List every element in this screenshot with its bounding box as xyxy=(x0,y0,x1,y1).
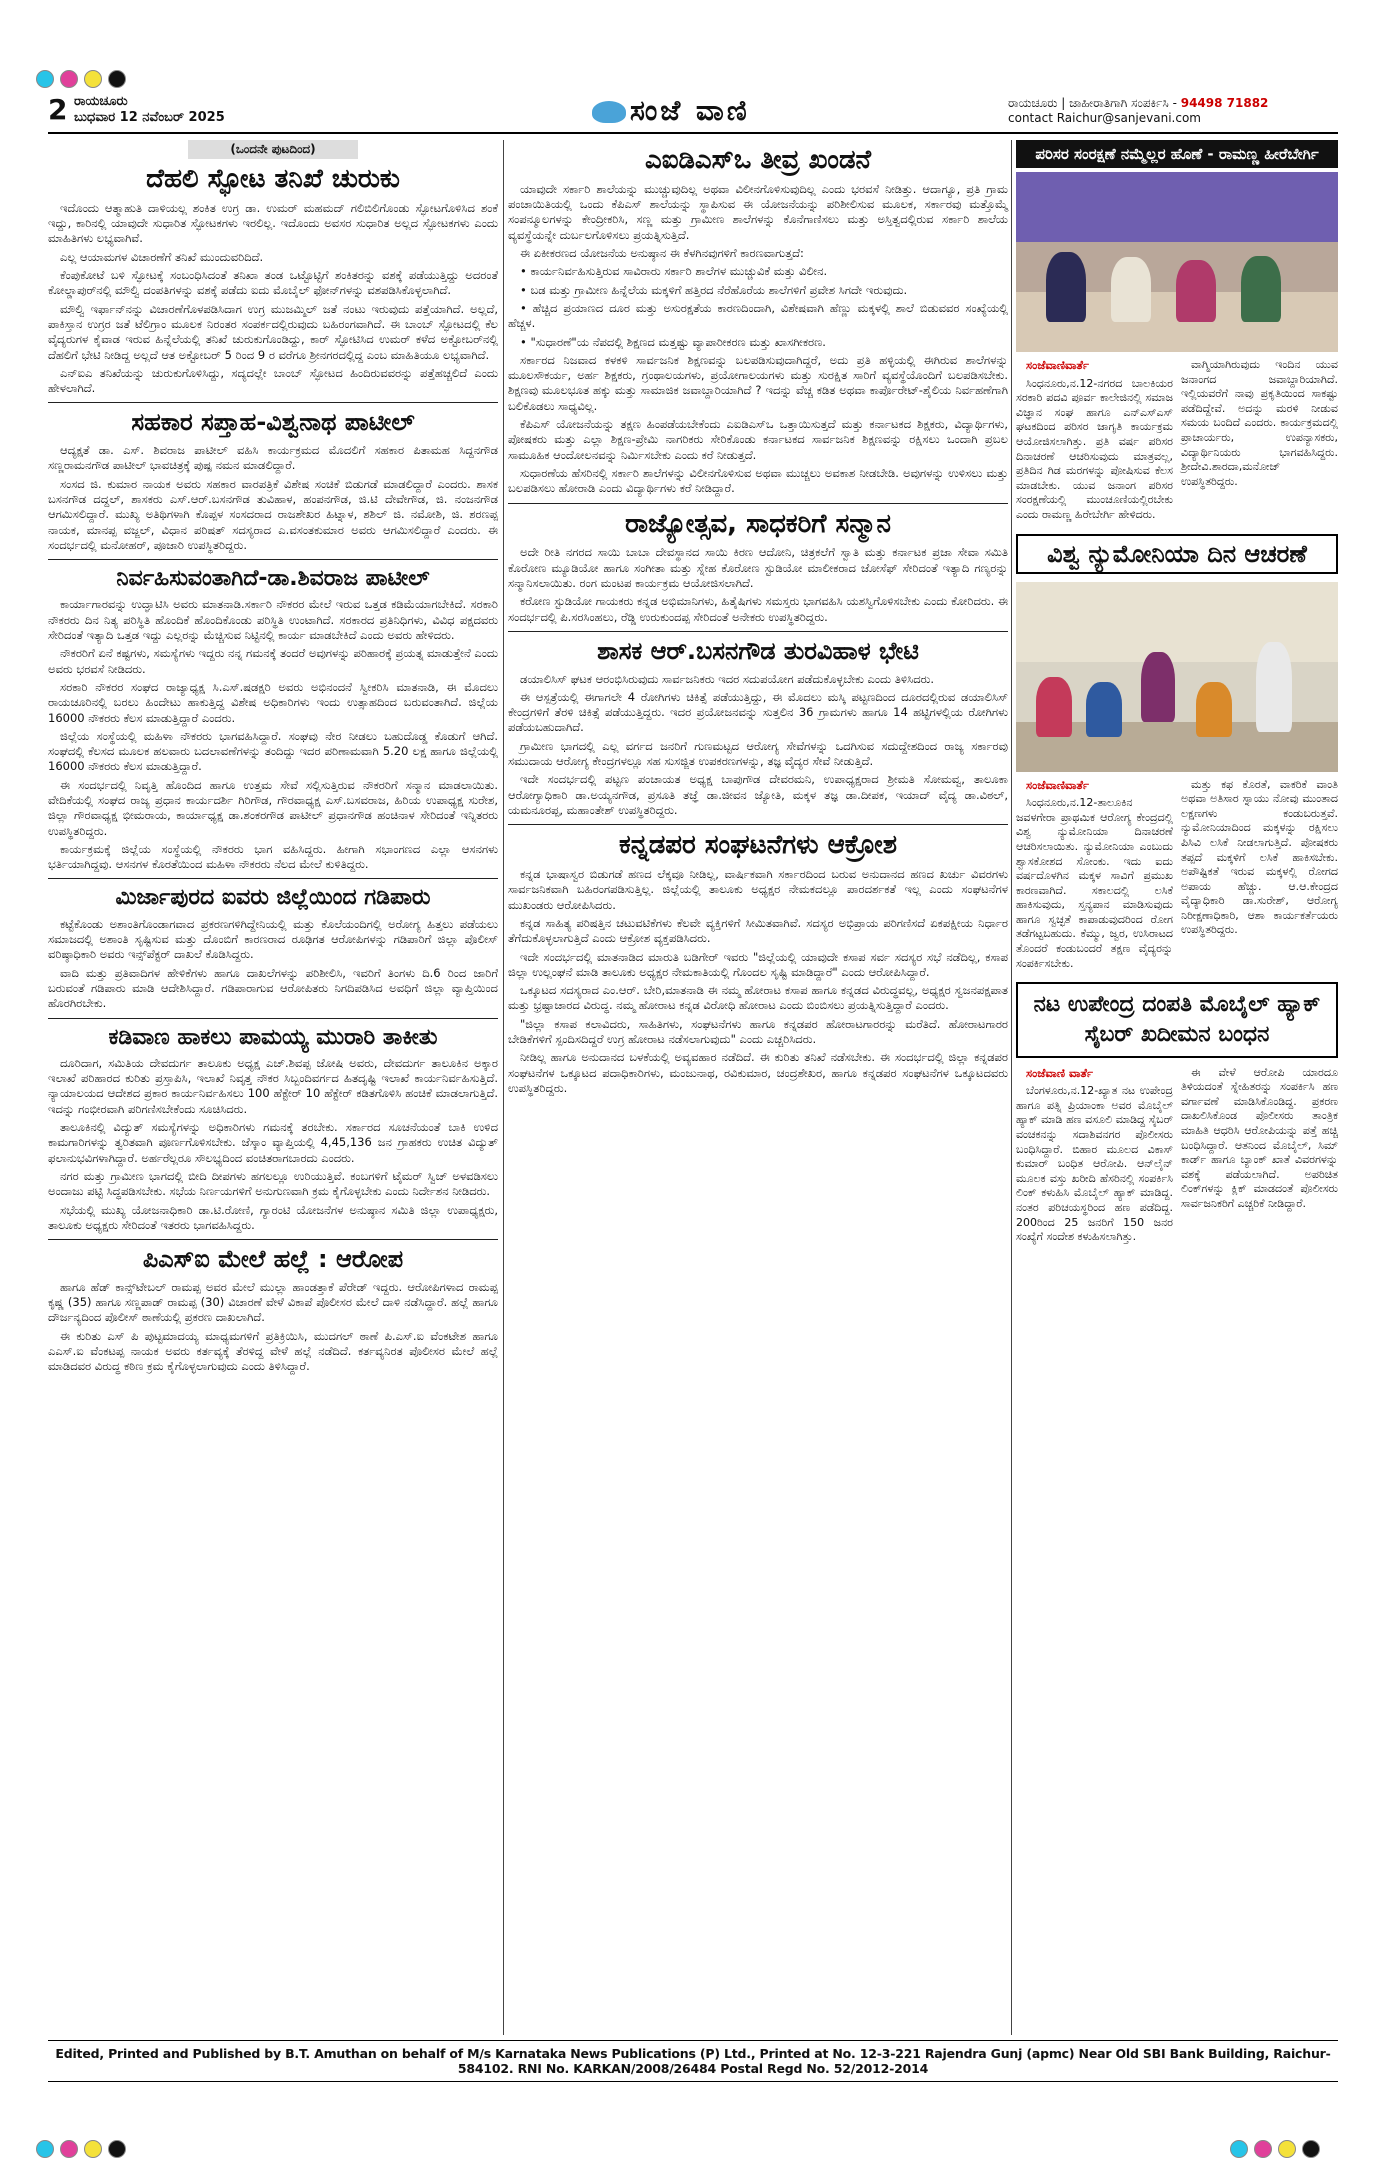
byline: ಸಂಜೆವಾಣಿವಾರ್ತೆ xyxy=(1026,358,1089,372)
article-paragraph: ವಾಗ್ಮಿಯಾಗಿರುವುದು ಇಂದಿನ ಯುವ ಜನಾಂಗದ ಜವಾಬ್ದಾರಿಯಾಗಿದೆ. ಇಲ್ಲಿಯವರೆಗೆ ನಾವು ಪ್ರಕೃತಿಯಿಂದ ಸಾಕಷ್ಟು ಪಡೆದಿದ್ದೇವೆ. ಅದನ್ನು ಮರಳಿ ನೀಡುವ ಸಮಯ ಬಂದಿದೆ ಎಂದರು. ಕಾರ್ಯಕ್ರಮದಲ್ಲಿ ಪ್ರಾಚಾರ್ಯರು, ಉಪನ್ಯಾಸಕರು, ವಿದ್ಯಾರ್ಥಿನಿಯರು ಭಾಗವಹಿಸಿದ್ದರು. ಶ್ರೀದೇವಿ.ಶಾರದಾ,ಮನೋಜ್ ಉಪಸ್ಥಿತರಿದ್ದರು. xyxy=(1181,358,1338,488)
article-paragraph: ಕೆಂಪುಕೋಟೆ ಬಳಿ ಸ್ಫೋಟಕ್ಕೆ ಸಂಬಂಧಿಸಿದಂತೆ ತನಿಖಾ ತಂಡ ಒಟ್ಟೊಟ್ಟಿಗೆ ಶಂಕಿತರನ್ನು ವಶಕ್ಕೆ ಪಡೆಯುತ್ತಿದ್ದು ಅದರಂತೆ ಕೋಲ್ಡಾಪುರ್‌ನಲ್ಲಿ ಮೌಲ್ವಿ ದಂಪತಿಗಳನ್ನು ವಶಕ್ಕೆ ಪಡೆದು ಐದು ಮೊಬೈಲ್ ಫೋನ್‌ಗಳನ್ನು ವಶಪಡಿಸಿಕೊಳ್ಳಲಾಗಿದೆ. xyxy=(48,268,498,298)
ad-contact xyxy=(1008,96,1268,126)
yellow-mark xyxy=(1278,2140,1296,2158)
headline-cooperative-week: ಸಹಕಾರ ಸಪ್ತಾಹ-ವಿಶ್ವನಾಥ ಪಾಟೀಲ್ xyxy=(131,408,415,437)
bullet-item: • ಕಾರ್ಯನಿರ್ವಹಿಸುತ್ತಿರುವ ಸಾವಿರಾರು ಸರ್ಕಾರಿ ಶಾಲೆಗಳ ಮುಚ್ಚುವಿಕೆ ಮತ್ತು ವಿಲೀನ. xyxy=(520,264,828,279)
headline-upendra-hack: ನಟ ಉಪೇಂದ್ರ ದಂಪತಿ ಮೊಬೈಲ್ ಹ್ಯಾಕ್ ಸೈಬರ್ ಖದೀಮನ ಬಂಧನ xyxy=(1016,982,1338,1057)
article-paragraph: ಸಭೆಯಲ್ಲಿ ಮುಖ್ಯ ಯೋಜನಾಧಿಕಾರಿ ಡಾ.ಟಿ.ರೋಣಿ, ಗ್ಯಾರಂಟಿ ಯೋಜನೆಗಳ ಅನುಷ್ಠಾನ ಸಮಿತಿ ಜಿಲ್ಲಾ ಉಪಾಧ್ಯಕ್ಷರು, ತಾಲೂಕು ಅಧ್ಯಕ್ಷರು ಸೇರಿದಂತೆ ಇತರರು ಭಾಗವಹಿಸಿದ್ದರು. xyxy=(48,1202,498,1232)
person-figure xyxy=(1086,682,1122,737)
column-center xyxy=(508,140,1008,1099)
article-paragraph: ಸರ್ಕಾರದ ನಿಜವಾದ ಕಳಕಳಿ ಸಾರ್ವಜನಿಕ ಶಿಕ್ಷಣವನ್ನು ಬಲಪಡಿಸುವುದಾಗಿದ್ದರೆ, ಅದು ಪ್ರತಿ ಹಳ್ಳಿಯಲ್ಲಿ ಈಗಿರುವ ಶಾಲೆಗಳನ್ನು ಮೂಲಸೌಕರ್ಯ, ಅರ್ಹ ಶಿಕ್ಷಕರು, ಗ್ರಂಥಾಲಯಗಳು, ಪ್ರಯೋಗಾಲಯಗಳು ಮತ್ತು ಸುರಕ್ಷಿತ ಸಾರಿಗೆ ವ್ಯವಸ್ಥೆಯೊಂದಿಗೆ ಬಲಪಡಿಸಬೇಕು. ಶಿಕ್ಷಣವು ಮೂಲಭೂತ ಹಕ್ಕು ಮತ್ತು ಸಾಮಾಜಿಕ ಜವಾಬ್ದಾರಿಯಾಗಿದೆ ? ಇದನ್ನು ವೆಚ್ಚ ಕಡಿತ ಅಥವಾ ಕಾರ್ಪೊರೇಟ್-ಶೈಲಿಯ ನಿರ್ವಹಣೆಗಾಗಿ ಬಲಿಕೊಡಲು ಸಾಧ್ಯವಿಲ್ಲ. xyxy=(508,352,1008,413)
headline-pneumonia-day: ವಿಶ್ವ ನ್ಯುಮೋನಿಯಾ ದಿನ ಆಚರಣೆ xyxy=(1016,534,1338,574)
person-figure xyxy=(1036,677,1072,737)
article-paragraph: ಸಂಸದ ಜಿ. ಕುಮಾರ ನಾಯಕ ಅವರು ಸಹಕಾರ ವಾರಪತ್ರಿಕೆ ವಿಶೇಷ ಸಂಚಿಕೆ ಬಿಡುಗಡೆ ಮಾಡಲಿದ್ದಾರೆ ಎಂದರು. ಶಾಸಕ ಬಸನಗೌಡ ದದ್ದಲ್, ಶಾಸಕರು ಎಸ್.ಆರ್.ಬಸನಗೌಡ ತುವಿಹಾಳ, ಹಂಪನಗೌಡ, ಜಿ.ಟಿ ದೇವೇಗೌಡ, ಜಿ. ನಂಜನಗೌಡ ಆಗಮಿಸಲಿದ್ದಾರೆ. ಮುಖ್ಯ ಅತಿಥಿಗಳಾಗಿ ಕೊಪ್ಪಳ ಸಂಸದರಾದ ರಾಜಶೇಖರ ಹಿಟ್ನಾಳ, ಶಶಿಲ್ ಜಿ. ನಮೋಶಿ, ಜಿ. ಶರಣಪ್ಪ ನಾಯಕ, ಮಾನಪ್ಪ ವಜ್ಜಲ್, ವಿಧಾನ ಪರಿಷತ್ ಸದಸ್ಯರಾದ ಎ.ವಸಂತಕುಮಾರ ಅವರು ಆಗಮಿಸಲಿದ್ದಾರೆ ಎಂದರು. ಈ ಸಂದರ್ಭದಲ್ಲಿ ಮನೋಹರ್, ಪೂಜಾರಿ ಉಪಸ್ಥಿತರಿದ್ದರು. xyxy=(48,476,498,552)
color-registration-marks xyxy=(36,70,126,88)
person-figure xyxy=(1046,252,1086,322)
bullet-item: • ಬಡ ಮತ್ತು ಗ್ರಾಮೀಣ ಹಿನ್ನೆಲೆಯ ಮಕ್ಕಳಿಗೆ ಹತ್ತಿರದ ನೆರೆಹೊರೆಯ ಶಾಲೆಗಳಿಗೆ ಪ್ರವೇಶ ಸಿಗದೇ ಇರುವುದು. xyxy=(520,282,908,297)
section-divider xyxy=(48,1239,498,1240)
article-paragraph: ಸಿಂಧನೂರು,ನ.12-ತಾಲೂಕಿನ ಜವಳಗೇರಾ ಪ್ರಾಥಮಿಕ ಆರೋಗ್ಯ ಕೇಂದ್ರದಲ್ಲಿ ವಿಶ್ವ ನ್ಯುಮೋನಿಯಾ ದಿನಾಚರಣೆ ಆಚರಿಸಲಾಯಿತು. ನ್ಯುಮೋನಿಯಾ ಎಂಬುದು ಶ್ವಾಸಕೋಶದ ಸೋಂಕು. ಇದು ಐದು ವರ್ಷದೊಳಗಿನ ಮಕ್ಕಳ ಸಾವಿಗೆ ಪ್ರಮುಖ ಕಾರಣವಾಗಿದೆ. ಸಕಾಲದಲ್ಲಿ ಲಸಿಕೆ ಹಾಕಿಸುವುದು, ಸ್ತನ್ಯಪಾನ ಮಾಡಿಸುವುದು ಹಾಗೂ ಸ್ವಚ್ಛತೆ ಕಾಪಾಡುವುದರಿಂದ ರೋಗ ತಡೆಗಟ್ಟಬಹುದು. ಕೆಮ್ಮು, ಜ್ವರ, ಉಸಿರಾಟದ ತೊಂದರೆ ಕಂಡುಬಂದರೆ ತಕ್ಷಣ ವೈದ್ಯರನ್ನು ಸಂಪರ್ಕಿಸಬೇಕು. xyxy=(1016,796,1173,970)
person-figure xyxy=(1241,256,1281,322)
article-paragraph: ಈ ಆಸ್ಪತ್ರೆಯಲ್ಲಿ ಈಗಾಗಲೇ 4 ರೋಗಿಗಳು ಚಿಕಿತ್ಸೆ ಪಡೆಯುತ್ತಿದ್ದು, ಈ ಮೊದಲು ಮಸ್ಕಿ ಪಟ್ಟಣದಿಂದ ದೂರದಲ್ಲಿರುವ ಡಯಾಲಿಸಿಸ್ ಕೇಂದ್ರಗಳಿಗೆ ತೆರಳಿ ಚಿಕಿತ್ಸೆ ಪಡೆಯುತ್ತಿದ್ದರು. ಇದರ ಪ್ರಯೋಜನವನ್ನು ಸುತ್ತಲಿನ 36 ಗ್ರಾಮಗಳು ಹಾಗೂ 14 ಹಟ್ಟಿಗಳಲ್ಲಿಯ ರೋಗಿಗಳು ಪಡೆಯಬಹುದಾಗಿದೆ. xyxy=(508,689,1008,735)
article-paragraph: ಜಿಲ್ಲೆಯ ಸಂಸ್ಥೆಯಲ್ಲಿ ಮಹಿಳಾ ನೌಕರರು ಭಾಗವಹಿಸಿದ್ದಾರೆ. ಸಂಘವು ನೇರ ನೀಡಲು ಬಹುದೊಡ್ಡ ಕೊಡುಗೆ ಆಗಿದೆ. ಸಂಘದಲ್ಲಿ ಕೆಲಸದ ಮೂಲಕ ಹಲವಾರು ಬದಲಾವಣೆಗಳನ್ನು ತಂದಿದ್ದು ಇದರ ಪರಿಣಾಮವಾಗಿ 5.20 ಲಕ್ಷ ಹಾಗೂ ಜಿಲ್ಲೆಯಲ್ಲಿ 16000 ನೌಕರರು ಕೆಲಸ ಮಾಡುತ್ತಿದ್ದಾರೆ. xyxy=(48,728,498,774)
continued-label: (ಒಂದನೇ ಪುಟದಿಂದ) xyxy=(188,140,358,159)
section-divider xyxy=(48,559,498,560)
article-paragraph: ಇದೇ ಸಂದರ್ಭದಲ್ಲಿ ಪಟ್ಟಣ ಪಂಚಾಯತ ಅಧ್ಯಕ್ಷ ಬಾಪುಗೌಡ ದೇವರಮನಿ, ಉಪಾಧ್ಯಕ್ಷರಾದ ಶ್ರೀಮತಿ ಸೋಮವ್ವ, ತಾಲೂಕಾ ಆರೋಗ್ಯಾಧಿಕಾರಿ ಡಾ.ಅಯ್ಯನಗೌಡ, ಪ್ರಸೂತಿ ತಜ್ಞೆ ಡಾ.ಜೀವನ ಜ್ಯೋತಿ, ಮಕ್ಕಳ ತಜ್ಞ ಡಾ.ದೀಪಕ, ಇಯಾದ್ ವೈದ್ಯ ಡಾ.ವಿಠಲ್, ಯಮನೂರಪ್ಪ, ಮಹಾಂತೇಶ್ ಉಪಸ್ಥಿತರಿದ್ದರು. xyxy=(508,772,1008,817)
magenta-mark xyxy=(1254,2140,1272,2158)
column-right xyxy=(1016,140,1338,1248)
headline-aidso: ಎಐಡಿಎಸ್‌ಒ ತೀವ್ರ ಖಂಡನೆ xyxy=(645,145,871,175)
article-paragraph: ಇದೇ ಸಂದರ್ಭದಲ್ಲಿ ಮಾತನಾಡಿದ ಮಾರುತಿ ಬಡಿಗೇರ್ ಇವರು "ಜಿಲ್ಲೆಯಲ್ಲಿ ಯಾವುದೇ ಕಸಾಪ ಸರ್ವ ಸದಸ್ಯರ ಸಭೆ ನಡೆದಿಲ್ಲ, ಕಸಾಪ ಜಿಲ್ಲಾ ಉಲ್ಲಂಘನೆ ಮಾಡಿ ತಾಲೂಕು ಅಧ್ಯಕ್ಷರ ನೇಮಕಾತಿಯಲ್ಲಿ ಗೊಂದಲ ಸೃಷ್ಟಿ ಮಾಡಿದ್ದಾರೆ" ಎಂದು ಆರೋಪಿಸಿದ್ದಾರೆ. xyxy=(508,949,1008,979)
article-paragraph: ಅದೇ ರೀತಿ ನಗರದ ಸಾಯಿ ಬಾಬಾ ದೇವಸ್ಥಾನದ ಸಾಯಿ ಕಿರಣ ಆದೋನಿ, ಚಿತ್ರಕಲೆಗೆ ಸ್ವಾತಿ ಮತ್ತು ಕರ್ನಾಟಕ ಪ್ರಜಾ ಸೇವಾ ಸಮಿತಿ ಕೊರೋಣ ಮ್ಯೂಡಿಯೋ ಹಾಗೂ ಸಂಗೀತಾ ಮತ್ತು ಸ್ನೇಹ ಕೊರೋಣ ಸ್ಟುಡಿಯೋ ಮಾಲೀಕರಾದ ಜೋಸೆಫ್ ಸೇರಿದಂತೆ ಇತ್ಯಾದಿ ಗಣ್ಯರನ್ನು ಸನ್ಮಾನಿಸಲಾಯಿತು. ರಂಗ ಮಂಟಪ ಕಾರ್ಯಕ್ರಮ ಆಯೋಜಿಸಲಾಗಿದೆ. xyxy=(508,545,1008,591)
cyan-mark xyxy=(36,2140,54,2158)
column-divider xyxy=(1011,140,1012,2035)
page-number: 2 xyxy=(48,93,68,126)
article-paragraph: ಆದ್ಯಕ್ಷತೆ ಡಾ. ಎಸ್. ಶಿವರಾಜ ಪಾಟೀಲ್ ವಹಿಸಿ ಕಾರ್ಯಕ್ರಮದ ಮೊದಲಿಗೆ ಸಹಕಾರ ಪಿತಾಮಹ ಸಿದ್ದನಗೌಡ ಸಣ್ಣರಾಮನಗೌಡ ಪಾಟೀಲ್ ಭಾವಚಿತ್ರಕ್ಕೆ ಪುಷ್ಪ ನಮನ ಮಾಡಲಿದ್ದಾರೆ. xyxy=(48,443,498,473)
headline-externment: ಮಿರ್ಜಾಪುರದ ಐವರು ಜಿಲ್ಲೆಯಿಂದ ಗಡಿಪಾರು xyxy=(115,885,431,911)
photo-environment-event xyxy=(1016,172,1338,352)
article-paragraph: ನೌಕರರಿಗೆ ಏನೆ ಕಷ್ಟಗಳು, ಸಮಸ್ಯೆಗಳು ಇದ್ದರು ನನ್ನ ಗಮನಕ್ಕೆ ತಂದರೆ ಅವುಗಳನ್ನು ಪರಿಹಾರಕ್ಕೆ ಪ್ರಯತ್ನ ಮಾಡುತ್ತೇನೆ ಎಂದು ಅವರು ಭರವಸೆ ನೀಡಿದರು. xyxy=(48,646,498,676)
imprint-line: Edited, Printed and Published by B.T. Amuthan on behalf of M/s Karnataka News Publications (P) Ltd., Printed at No. 12-3-221 Rajendra Gunj (apmc) Near Old SBI Bank Building, Raichur-584102. RNI No. KARKAN/2008/26484 Postal Regd No. 52/2012-2014 xyxy=(48,2040,1338,2082)
article-paragraph: ವಾದಿ ಮತ್ತು ಪ್ರತಿವಾದಿಗಳ ಹೇಳಿಕೆಗಳು ಹಾಗೂ ದಾಖಲೆಗಳನ್ನು ಪರಿಶೀಲಿಸಿ, ಇವರಿಗೆ ತಿಂಗಳು ದಿ.6 ರಿಂದ ಜಾರಿಗೆ ಬರುವಂತೆ ಗಡಿಪಾರು ಮಾಡಿ ಆದೇಶಿಸಿದ್ದಾರೆ. ಗಡಿಪಾರಾಗುವ ಆರೋಪಿತರು ನಿಗದಿಪಡಿಸಿದ ಅವಧಿಗೆ ಜಿಲ್ಲಾ ವ್ಯಾಪ್ತಿಯಿಂದ ಹೊರಗಿರಬೇಕು. xyxy=(48,965,498,1011)
article-paragraph: ಕನ್ನಡ ಸಾಹಿತ್ಯ ಪರಿಷತ್ತಿನ ಚಟುವಟಿಕೆಗಳು ಕೆಲವೇ ವ್ಯಕ್ತಿಗಳಿಗೆ ಸೀಮಿತವಾಗಿವೆ. ಸದಸ್ಯರ ಅಭಿಪ್ರಾಯ ಪರಿಗಣಿಸದೆ ಏಕಪಕ್ಷೀಯ ನಿರ್ಧಾರ ತೆಗೆದುಕೊಳ್ಳಲಾಗುತ್ತಿದೆ ಎಂದು ಆಕ್ರೋಶ ವ್ಯಕ್ತಪಡಿಸಿದರು. xyxy=(508,915,1008,946)
person-figure xyxy=(1176,260,1216,322)
section-divider xyxy=(508,824,1008,825)
article-paragraph: ಕೆಪಿಎಸ್ ಯೋಜನೆಯನ್ನು ತಕ್ಷಣ ಹಿಂಪಡೆಯಬೇಕೆಂದು ಎಐಡಿಎಸ್‌ಒ ಒತ್ತಾಯಿಸುತ್ತದೆ ಮತ್ತು ಕರ್ನಾಟಕದ ಶಿಕ್ಷಕರು, ವಿದ್ಯಾರ್ಥಿಗಳು, ಪೋಷಕರು ಮತ್ತು ಎಲ್ಲಾ ಶಿಕ್ಷಣ-ಪ್ರೇಮಿ ನಾಗರಿಕರು ಸೇರಿಕೊಂಡು ಕರ್ನಾಟಕದ ಸಾರ್ವಜನಿಕ ಶಿಕ್ಷಣವನ್ನು ರಕ್ಷಿಸಲು ಒಂದಾಗಿ ಪ್ರಬಲ ಸಾಮೂಹಿಕ ಆಂದೋಲನವನ್ನು ನಿರ್ಮಿಸಬೇಕು ಎಂದು ಕರೆ ನೀಡುತ್ತದೆ. xyxy=(508,417,1008,462)
article-paragraph: ಯಾವುದೇ ಸರ್ಕಾರಿ ಶಾಲೆಯನ್ನು ಮುಚ್ಚುವುದಿಲ್ಲ ಅಥವಾ ವಿಲೀನಗೊಳಿಸುವುದಿಲ್ಲ ಎಂದು ಭರವಸೆ ನೀಡಿತ್ತು. ಆದಾಗ್ಯೂ, ಪ್ರತಿ ಗ್ರಾಮ ಪಂಚಾಯಿತಿಯಲ್ಲಿ ಒಂದು ಕೆಪಿಎಸ್ ಶಾಲೆಯನ್ನು ಸ್ಥಾಪಿಸುವ ಈ ಯೋಜನೆಯನ್ನು ಪರಿಶೀಲಿಸುವ ಮೂಲಕ, ಸರ್ಕಾರವು ಮತ್ತೊಮ್ಮೆ ಸಂಪನ್ಮೂಲಗಳನ್ನು ಕೇಂದ್ರೀಕರಿಸಿ, ಸಣ್ಣ ಮತ್ತು ಗ್ರಾಮೀಣ ಶಾಲೆಗಳನ್ನು ಕೊನೆಗಾಣಿಸಲು ಮತ್ತು ಅಸ್ತಿತ್ವದಲ್ಲಿರುವ ಸರ್ಕಾರಿ ಶಾಲೆಯ ವ್ಯವಸ್ಥೆಯನ್ನೇ ದುರ್ಬಲಗೊಳಿಸಲು ಪ್ರಯತ್ನಿಸುತ್ತಿದೆ. xyxy=(508,181,1008,242)
headline-environment: ಪರಿಸರ ಸಂರಕ್ಷಣೆ ನಮ್ಮೆಲ್ಲರ ಹೊಣೆ - ರಾಮಣ್ಣ ಹೀರೆಬೇರ್ಗಿ xyxy=(1016,140,1338,168)
person-figure xyxy=(1141,652,1175,722)
article-paragraph: ಎನ್‌ಐಎ ತನಿಖೆಯನ್ನು ಚುರುಕುಗೊಳಿಸಿದ್ದು, ಸದ್ಯದಲ್ಲೇ ಬಾಂಬ್ ಸ್ಫೋಟದ ಹಿಂದಿರುವವರನ್ನು ಪತ್ತೆಹಚ್ಚಲಿದೆ ಎಂದು ಹೇಳಲಾಗಿದೆ. xyxy=(48,365,498,396)
article-paragraph: ಮೌಲ್ವಿ ಇರ್ಫಾನ್‌ನನ್ನು ವಿಚಾರಣೆಗೊಳಪಡಿಸಿದಾಗ ಉಗ್ರ ಮುಜಮ್ಮಿಲ್ ಜತೆ ನಂಟು ಇರುವುದು ಪತ್ತೆಯಾಗಿದೆ. ಅಲ್ಲದೆ, ಪಾಕಿಸ್ತಾನ ಉಗ್ರರ ಜತೆ ಟೆಲಿಗ್ರಾಂ ಮೂಲಕ ನಿರಂತರ ಸಂಪರ್ಕದಲ್ಲಿರುವುದು ಬಹಿರಂಗವಾಗಿದೆ. ಈ ಬಾಂಬ್ ಸ್ಫೋಟದಲ್ಲಿ ಕೆಲ ವೈದ್ಯರುಗಳ ಕೈವಾಡ ಇರುವ ಹಿನ್ನೆಲೆಯಲ್ಲಿ ತನಿಖೆ ಚುರುಕುಗೊಂಡಿದ್ದು, ಕಾರ್ ಸ್ಫೋಟಿಸಿದ ಉಮರ್ ಕಳೆದ ಅಕ್ಟೋಬರ್‌ನಲ್ಲಿ ದೆಹಲಿಗೆ ಭೇಟಿ ನೀಡಿದ್ದ ಅಲ್ಲದೆ ಆತ ಅಕ್ಟೋಬರ್ 5 ರಿಂದ 9 ರ ವರೆಗೂ ಶ್ರೀನಗರದಲ್ಲಿದ್ದ ಎಂಬ ಮಾಹಿತಿಯೂ ಲಭ್ಯವಾಗಿದೆ. xyxy=(48,301,498,362)
stage-banner xyxy=(1016,172,1338,242)
newspaper-logo: ಸಂಜೆ ವಾಣಿ xyxy=(588,94,750,128)
headline-rajyotsava: ರಾಜ್ಯೋತ್ಸವ, ಸಾಧಕರಿಗೆ ಸನ್ಮಾನ xyxy=(625,508,891,539)
headline-shivaraj-patil: ನಿರ್ವಹಿಸುವಂತಾಗಿದೆ-ಡಾ.ಶಿವರಾಜ ಪಾಟೀಲ್ xyxy=(116,566,430,592)
yellow-mark xyxy=(84,2140,102,2158)
headline-kannada-orgs: ಕನ್ನಡಪರ ಸಂಘಟನೆಗಳು ಆಕ್ರೋಶ xyxy=(619,830,897,861)
section-divider xyxy=(48,1018,498,1019)
dateline xyxy=(74,94,225,126)
article-paragraph: ಇದೊಂದು ಆತ್ಮಾಹುತಿ ದಾಳಿಯಲ್ಲ ಶಂಕಿತ ಉಗ್ರ ಡಾ. ಉಮರ್ ಮಹಮದ್ ಗಲಿಬಿಲಿಗೊಂಡು ಸ್ಫೋಟಗೊಳಿಸಿದ ಶಂಕೆ ಇದ್ದು, ಕಾರಿನಲ್ಲಿ ಯಾವುದೇ ಸುಧಾರಿತ ಸ್ಫೋಟಕಗಳು ಇರಲಿಲ್ಲ. ಇದೊಂದು ಅವಸರ ಸುಧಾರಿತ ಅಲ್ಲದ ಸ್ಫೋಟಕಗಳು ಎಂದು ಮಾಹಿತಿಗಳು ಲಭ್ಯವಾಗಿವೆ. xyxy=(48,200,498,246)
edition-name: ರಾಯಚೂರು xyxy=(74,94,128,109)
ad-phone: 94498 71882 xyxy=(1180,96,1269,110)
article-paragraph: ಕಾರ್ಯಾಗಾರವನ್ನು ಉದ್ಘಾಟಿಸಿ ಅವರು ಮಾತನಾಡಿ.ಸರ್ಕಾರಿ ನೌಕರರ ಮೇಲೆ ಇರುವ ಒತ್ತಡ ಕಡಿಮೆಯಾಗಬೇಕಿದೆ. ಸರಕಾರಿ ನೌಕರರು ದಿನ ನಿತ್ಯ ಪರಿಸ್ಥಿತಿ ಹೊಂದಿಕೆ ಹೊಂದಿಕೊಂಡು ಪರಿಸ್ಥಿತಿ ಉಂಟಾಗಿದೆ. ಸರಕಾರದ ಪ್ರತಿನಿಧಿಗಳು, ವಿವಿಧ ಪಕ್ಷದವರು ಸೇರಿದಂತೆ ಇತ್ಯಾದಿ ಒತ್ತಡ ಇದ್ದು ಎಲ್ಲರನ್ನು ಮೆಚ್ಚಿಸುವ ನಿಟ್ಟಿನಲ್ಲಿ ಕಾರ್ಯ ಮಾಡಬೇಕಿದೆ ಎಂದು ಅವರು ಹೇಳಿದರು. xyxy=(48,597,498,643)
cyan-mark xyxy=(1230,2140,1248,2158)
bullet-item: • "ಸುಧಾರಣೆ"ಯ ನೆಪದಲ್ಲಿ ಶಿಕ್ಷಣದ ಮತ್ತಷ್ಟು ವ್ಯಾಪಾರೀಕರಣ ಮತ್ತು ಖಾಸಗೀಕರಣ. xyxy=(520,334,826,349)
section-divider xyxy=(508,503,1008,504)
column-left xyxy=(48,140,498,1377)
dove-icon xyxy=(592,101,626,123)
person-figure xyxy=(1256,642,1292,732)
section-divider xyxy=(48,878,498,879)
article-paragraph: ಗ್ರಾಮೀಣ ಭಾಗದಲ್ಲಿ ಎಲ್ಲ ವರ್ಗದ ಜನರಿಗೆ ಗುಣಮಟ್ಟದ ಆರೋಗ್ಯ ಸೇವೆಗಳನ್ನು ಒದಗಿಸುವ ಸದುದ್ದೇಶದಿಂದ ರಾಜ್ಯ ಸರ್ಕಾರವು ಸಮುದಾಯ ಆರೋಗ್ಯ ಕೇಂದ್ರಗಳಲ್ಲೂ ಸಹ ಸುಸಜ್ಜಿತ ಉಪಕರಣಗಳನ್ನು, ತಜ್ಞ ವೈದ್ಯರ ಸೇವೆ ನೀಡುತ್ತಿದೆ. xyxy=(508,738,1008,768)
article-paragraph: ಸರಕಾರಿ ನೌಕರರ ಸಂಘದ ರಾಜ್ಯಾಧ್ಯಕ್ಷ ಸಿ.ಎಸ್.ಷಡಕ್ಷರಿ ಅವರು ಅಭಿನಂದನೆ ಸ್ವೀಕರಿಸಿ ಮಾತನಾಡಿ, ಈ ಮೊದಲು ರಾಯಚೂರಿನಲ್ಲಿ ಬರಲು ಹಿಂದೇಟು ಹಾಕುತ್ತಿದ್ದ ವಿಶೇಷ ಅಧಿಕಾರಿಗಳು ಇಂದು ಉತ್ಸಾಹದಿಂದ ಬರುವಂತಾಗಿದೆ. ಜಿಲ್ಲೆಯ 16000 ನೌಕರರು ಕೆಲಸ ಮಾಡುತ್ತಿದ್ದಾರೆ ಎಂದರು. xyxy=(48,679,498,725)
yellow-mark xyxy=(84,70,102,88)
section-divider xyxy=(508,631,1008,632)
article-paragraph: ಕರೋಣ ಸ್ಟುಡಿಯೋ ಗಾಯಕರು ಕನ್ನಡ ಅಭಿಮಾನಿಗಳು, ಹಿತೈಷಿಗಳು ಸಮಸ್ತರು ಭಾಗವಹಿಸಿ ಯಶಸ್ವಿಗೊಳಿಸಬೇಕು ಎಂದು ಕೋರಿದರು. ಈ ಸಂದರ್ಭದಲ್ಲಿ ಪಿ.ಸರಸಿಂಹಲು, ರೆಡ್ಡಿ ಉರುಕುಂದಪ್ಪ ಸೇರಿದಂತೆ ಅನೇಕರು ಉಪಸ್ಥಿತರಿದ್ದರು. xyxy=(508,594,1008,624)
bullet-item: • ಹೆಚ್ಚಿದ ಪ್ರಯಾಣದ ದೂರ ಮತ್ತು ಅಸುರಕ್ಷತೆಯ ಕಾರಣದಿಂದಾಗಿ, ವಿಶೇಷವಾಗಿ ಹೆಣ್ಣು ಮಕ್ಕಳಲ್ಲಿ ಶಾಲೆ ಬಿಡುವವರ ಸಂಖ್ಯೆಯಲ್ಲಿ ಹೆಚ್ಚಳ. xyxy=(508,300,1008,331)
article-paragraph: ಎಲ್ಲ ಆಯಾಮಗಳ ವಿಚಾರಣೆಗೆ ತನಿಖೆ ಮುಂದುವರಿದಿದೆ. xyxy=(60,249,264,264)
magenta-mark xyxy=(60,70,78,88)
article-paragraph: ಈ ಏಕೀಕರಣದ ಯೋಜನೆಯ ಅನುಷ್ಠಾನ ಈ ಕೆಳಗಿನವುಗಳಿಗೆ ಕಾರಣವಾಗುತ್ತದೆ: xyxy=(520,246,804,261)
byline: ಸಂಜೆವಾಣಿವಾರ್ತೆ xyxy=(1026,777,1089,792)
person-figure xyxy=(1111,257,1151,322)
article-paragraph: ದೂರಿದಾಗ, ಸಮಿತಿಯ ದೇವದುರ್ಗ ತಾಲೂಕು ಅಧ್ಯಕ್ಷ ಎಚ್.ಶಿವಪ್ಪ ಜೋಷಿ ಅವರು, ದೇವದುರ್ಗ ತಾಲೂಕಿನ ಅಕ್ಕಾರ ಇಲಾಖೆ ಪರಿಹಾರದ ಕುರಿತು ಪ್ರಸ್ತಾಪಿಸಿ, ಇಲಾಖೆ ನಿವೃತ್ತ ನೌಕರ ಸಿಬ್ಬಂದಿವರ್ಗದ ಹಿತದೃಷ್ಟಿ ಇಲಾಖೆ ಕಾರ್ಯನಿರ್ವಹಿಸುತ್ತಿದೆ. ನ್ಯಾಯಾಲಯದ ಆದೇಶದ ಪ್ರಕಾರ ಕಾರ್ಯನಿರ್ವಹಿಸಲು 100 ಹೆಕ್ಟೇರ್ 10 ಹೆಕ್ಟೇರ್ ಕಡಿತಗೊಳಿಸಿ ಹಂಚಿಕೆ ಮಾಡಲಾಗುತ್ತಿದೆ. ಇದನ್ನು ಗಂಭೀರವಾಗಿ ಪರಿಗಣಿಸಬೇಕೆಂದು ಸೂಚಿಸಿದರು. xyxy=(48,1055,498,1116)
article-paragraph: ಹಾಗೂ ಹೆಡ್ ಕಾನ್ಸ್‌ಟೇಬಲ್ ರಾಮಪ್ಪ ಅವರ ಮೇಲೆ ಮುಲ್ಲಾ ಹಾಂಡತ್ತಾಕೆ ಪೆರೇಡ್ ಇದ್ದರು. ಆರೋಪಿಗಳಾದ ರಾಮಪ್ಪ ಕೃಷ್ಣ (35) ಹಾಗೂ ಸಣ್ಣಪಾಡ್ ರಾಮಪ್ಪ (30) ವಿಚಾರಣೆ ವೇಳೆ ವಿಕಾಪೆ ಪೊಲೀಸರ ಮೇಲೆ ದಾಳಿ ನಡೆಸಿದ್ದಾರೆ. ಹಲ್ಲೆ ಹಾಗೂ ದೌರ್ಜನ್ಯದಿಂದ ಪೊಲೀಸ್ ಠಾಣೆಯಲ್ಲಿ ಪ್ರಕರಣ ದಾಖಲಾಗಿದೆ. xyxy=(48,1279,498,1325)
color-registration-marks xyxy=(36,2140,126,2158)
black-mark xyxy=(1302,2140,1320,2158)
article-paragraph: ನಗರ ಮತ್ತು ಗ್ರಾಮೀಣ ಭಾಗದಲ್ಲಿ ಬೀದಿ ದೀಪಗಳು ಹಗಲಲ್ಲೂ ಉರಿಯುತ್ತಿವೆ. ಕಂಬಗಳಿಗೆ ಟೈಮರ್ ಸ್ವಿಚ್ ಅಳವಡಿಸಲು ಅಂದಾಜು ಪಟ್ಟಿ ಸಿದ್ಧಪಡಿಸಬೇಕು. ಸಭೆಯ ನಿರ್ಣಯಗಳಿಗೆ ಅನುಗುಣವಾಗಿ ಕ್ರಮ ಕೈಗೊಳ್ಳಬೇಕು ಎಂದು ನಿರ್ದೇಶನ ನೀಡಿದರು. xyxy=(48,1168,498,1199)
article-paragraph: ನೀಡಿಲ್ಲ ಹಾಗೂ ಅನುದಾನದ ಬಳಕೆಯಲ್ಲಿ ಅವ್ಯವಹಾರ ನಡೆದಿದೆ. ಈ ಕುರಿತು ತನಿಖೆ ನಡೆಸಬೇಕು. ಈ ಸಂದರ್ಭದಲ್ಲಿ ಜಿಲ್ಲಾ ಕನ್ನಡಪರ ಸಂಘಟನೆಗಳ ಒಕ್ಕೂಟದ ಪದಾಧಿಕಾರಿಗಳು, ಮಂಜುನಾಥ, ರವಿಕುಮಾರ, ಚಂದ್ರಶೇಖರ, ಹಾಗೂ ಕನ್ನಡಪರ ಸಂಘಟನೆಗಳ ಒಕ್ಕೂಟದವರು ಉಪಸ್ಥಿತರಿದ್ದರು. xyxy=(508,1050,1008,1095)
section-divider xyxy=(48,402,498,403)
photo-pneumonia-event xyxy=(1016,582,1338,772)
black-mark xyxy=(108,70,126,88)
magenta-mark xyxy=(60,2140,78,2158)
headline-psi-assault: ಪಿಎಸ್‌ಐ ಮೇಲೆ ಹಲ್ಲೆ : ಆರೋಪ xyxy=(142,1245,404,1274)
article-paragraph: ಮತ್ತು ಕಫ ಕೊರತೆ, ವಾಕರಿಕೆ ವಾಂತಿ ಅಥವಾ ಅತಿಸಾರ ಸ್ನಾಯು ನೋವು ಮುಂತಾದ ಲಕ್ಷಣಗಳು ಕಂಡುಬರುತ್ತವೆ. ನ್ಯುಮೋನಿಯಾದಿಂದ ಮಕ್ಕಳನ್ನು ರಕ್ಷಿಸಲು ಪಿಸಿವಿ ಲಸಿಕೆ ನೀಡಲಾಗುತ್ತಿದೆ. ಪೋಷಕರು ತಪ್ಪದೆ ಮಕ್ಕಳಿಗೆ ಲಸಿಕೆ ಹಾಕಿಸಬೇಕು. ಅಪೌಷ್ಟಿಕತೆ ಇರುವ ಮಕ್ಕಳಲ್ಲಿ ರೋಗದ ಅಪಾಯ ಹೆಚ್ಚು. ಆ.ಆ.ಕೇಂದ್ರದ ವೈದ್ಯಾಧಿಕಾರಿ ಡಾ.ಸುರೇಶ್, ಆರೋಗ್ಯ ನಿರೀಕ್ಷಣಾಧಿಕಾರಿ, ಆಶಾ ಕಾರ್ಯಕರ್ತೆಯರು ಉಪಸ್ಥಿತರಿದ್ದರು. xyxy=(1181,777,1338,937)
headline-mla-visit: ಶಾಸಕ ಆರ್.ಬಸನಗೌಡ ತುರವಿಹಾಳ ಭೇಟಿ xyxy=(597,636,919,665)
article-paragraph: ಈ ಕುರಿತು ಎಸ್ ಪಿ ಪುಟ್ಟಮಾದಯ್ಯ ಮಾಧ್ಯಮಗಳಿಗೆ ಪ್ರತಿಕ್ರಿಯಿಸಿ, ಮುದಗಲ್ ಠಾಣೆ ಪಿ.ಎಸ್.ಐ ವೆಂಕಟೇಶ ಹಾಗೂ ಎಎಸ್.ಐ ವೆಂಕಟಪ್ಪ ನಾಯಕ ಅವರು ಕರ್ತವ್ಯಕ್ಕೆ ತೆರಳಿದ್ದ ವೇಳೆ ಹಲ್ಲೆ ನಡೆದಿದೆ. ಕರ್ತವ್ಯನಿರತ ಪೊಲೀಸರ ಮೇಲೆ ಹಲ್ಲೆ ಮಾಡಿದವರ ವಿರುದ್ಧ ಕಠಿಣ ಕ್ರಮ ಕೈಗೊಳ್ಳಲಾಗುವುದು ಎಂದು ತಿಳಿಸಿದ್ದಾರೆ. xyxy=(48,1328,498,1374)
article-paragraph: ಕಟ್ಟೆಕೊಂಡು ಅಶಾಂತಿಗೊಂಡಾಗವಾದ ಪ್ರಕರಣಗಳಿಗಿದ್ದೇನಿಯಲ್ಲಿ ಮತ್ತು ಕೊಲೆಯಂದಿಗಲ್ಲಿ ಅರೋಗ್ಯ ಹಿತ್ತಲು ಪಡೆಯಲು ಸಮಾಜದಲ್ಲಿ ಅಶಾಂತಿ ಸೃಷ್ಟಿಸುವ ಮತ್ತು ದೊಂಬಿಗೆ ಕಾರಣರಾದ ರೂಢಿಗತ ಆರೋಪಿಗಳನ್ನು ಗಡಿಪಾರಿಗೆ ಜಿಲ್ಲಾ ಪೊಲೀಸ್ ವರಿಷ್ಠಾಧಿಕಾರಿ ಅವರು ಇನ್ಸ್‌ಪೆಕ್ಟರ್ ದಾಖಲೆ ಕೊಡಿಸಿದ್ದರು. xyxy=(48,916,498,962)
cyan-mark xyxy=(36,70,54,88)
article-paragraph: ಈ ವೇಳೆ ಆರೋಪಿ ಯಾರದೂ ತಿಳಿಯದಂತೆ ಸ್ನೇಹಿತರನ್ನು ಸಂಪರ್ಕಿಸಿ ಹಣ ವರ್ಗಾವಣೆ ಮಾಡಿಸಿಕೊಂಡಿದ್ದ. ಪ್ರಕರಣ ದಾಖಲಿಸಿಕೊಂಡ ಪೊಲೀಸರು ತಾಂತ್ರಿಕ ಮಾಹಿತಿ ಆಧರಿಸಿ ಆರೋಪಿಯನ್ನು ಪತ್ತೆ ಹಚ್ಚಿ ಬಂಧಿಸಿದ್ದಾರೆ. ಆತನಿಂದ ಮೊಬೈಲ್, ಸಿಮ್ ಕಾರ್ಡ್ ಹಾಗೂ ಬ್ಯಾಂಕ್ ಖಾತೆ ವಿವರಗಳನ್ನು ವಶಕ್ಕೆ ಪಡೆಯಲಾಗಿದೆ. ಅಪರಿಚಿತ ಲಿಂಕ್‌ಗಳನ್ನು ಕ್ಲಿಕ್ ಮಾಡದಂತೆ ಪೊಲೀಸರು ಸಾರ್ವಜನಿಕರಿಗೆ ಎಚ್ಚರಿಕೆ ನೀಡಿದ್ದಾರೆ. xyxy=(1181,1065,1338,1210)
color-registration-marks xyxy=(1230,2140,1320,2158)
person-figure xyxy=(1196,682,1232,737)
headline-delhi-blast: ದೆಹಲಿ ಸ್ಫೋಟ ತನಿಖೆ ಚುರುಕು xyxy=(146,164,400,194)
article-paragraph: ಬೆಂಗಳೂರು,ನ.12-ಖ್ಯಾತ ನಟ ಉಪೇಂದ್ರ ಹಾಗೂ ಪತ್ನಿ ಪ್ರಿಯಾಂಕಾ ಅವರ ಮೊಬೈಲ್ ಹ್ಯಾಕ್ ಮಾಡಿ ಹಣ ವಸೂಲಿ ಮಾಡಿದ್ದ ಸೈಬರ್ ವಂಚಕನನ್ನು ಸದಾಶಿವನಗರ ಪೊಲೀಸರು ಬಂಧಿಸಿದ್ದಾರೆ. ಬಿಹಾರ ಮೂಲದ ವಿಕಾಸ್ ಕುಮಾರ್ ಬಂಧಿತ ಆರೋಪಿ. ಆನ್‌ಲೈನ್ ಮೂಲಕ ವಸ್ತು ಖರೀದಿ ಹೆಸರಿನಲ್ಲಿ ಸಂಪರ್ಕಿಸಿ ಲಿಂಕ್ ಕಳುಹಿಸಿ ಮೊಬೈಲ್ ಹ್ಯಾಕ್ ಮಾಡಿದ್ದ. ನಂತರ ಪರಿಚಯಸ್ಥರಿಂದ ಹಣ ಪಡೆದಿದ್ದ. 200ರಿಂದ 25 ಜನರಿಗೆ 150 ಜನರ ಸಂಖ್ಯೆಗೆ ಸಂದೇಶ ಕಳುಹಿಸಲಾಗಿತ್ತು. xyxy=(1016,1084,1173,1244)
black-mark xyxy=(108,2140,126,2158)
article-paragraph: ಸಿಂಧನೂರು,ನ.12-ನಗರದ ಬಾಲಕಿಯರ ಸರಕಾರಿ ಪದವಿ ಪೂರ್ವ ಕಾಲೇಜಿನಲ್ಲಿ ಸಮಾಜ ವಿಜ್ಞಾನ ಸಂಘ ಹಾಗೂ ಎನ್‌ಎಸ್‌ಎಸ್ ಘಟಕದಿಂದ ಪರಿಸರ ಜಾಗೃತಿ ಕಾರ್ಯಕ್ರಮ ಆಯೋಜಿಸಲಾಗಿತ್ತು. ಪ್ರತಿ ವರ್ಷ ಪರಿಸರ ದಿನಾಚರಣೆ ಆಚರಿಸುವುದು ಮಾತ್ರವಲ್ಲ, ಪ್ರತಿದಿನ ಗಿಡ ಮರಗಳನ್ನು ಪೋಷಿಸುವ ಕೆಲಸ ಮಾಡಬೇಕು. ಯುವ ಜನಾಂಗ ಪರಿಸರ ಸಂರಕ್ಷಣೆಯಲ್ಲಿ ಮುಂಚೂಣಿಯಲ್ಲಿರಬೇಕು ಎಂದು ರಾಮಣ್ಣ ಹಿರೇಬೇರ್ಗಿ ಹೇಳಿದರು. xyxy=(1016,376,1173,521)
article-paragraph: ಒಕ್ಕೂಟದ ಸದಸ್ಯರಾದ ಎಂ.ಆರ್. ಬೇರಿ,ಮಾತನಾಡಿ ಈ ನಮ್ಮ ಹೋರಾಟ ಕಸಾಪ ಹಾಗೂ ಕನ್ನಡದ ವಿರುದ್ಧವಲ್ಲ, ಅಧ್ಯಕ್ಷರ ಸ್ವಜನಪಕ್ಷಪಾತ ಮತ್ತು ಭ್ರಷ್ಟಾಚಾರದ ವಿರುದ್ಧ. ನಮ್ಮ ಹೋರಾಟ ಕನ್ನಡ ವಿರೋಧಿ ಹೋರಾಟ ಎಂದು ಬಿಂಬಿಸಲು ಪ್ರಯತ್ನಿಸುತ್ತಿದ್ದಾರೆ ಎಂದರು. xyxy=(508,983,1008,1013)
article-paragraph: ಈ ಸಂದರ್ಭದಲ್ಲಿ ನಿವೃತ್ತಿ ಹೊಂದಿದ ಹಾಗೂ ಉತ್ತಮ ಸೇವೆ ಸಲ್ಲಿಸುತ್ತಿರುವ ನೌಕರರಿಗೆ ಸನ್ಮಾನ ಮಾಡಲಾಯಿತು. ವೇದಿಕೆಯಲ್ಲಿ ಸಂಘದ ರಾಜ್ಯ ಪ್ರಧಾನ ಕಾರ್ಯದರ್ಶಿ ಗಿರಿಗೌಡ, ಗೌರವಾಧ್ಯಕ್ಷ ಎಸ್.ಬಸವರಾಜ, ಹಿರಿಯ ಉಪಾಧ್ಯಕ್ಷ ಸುರೇಶ, ಜಿಲ್ಲಾ ಗೌರವಾಧ್ಯಕ್ಷ ಭೀಮರಾಯ, ಕಾರ್ಯಾಧ್ಯಕ್ಷ ಡಾ.ಶಂಕರಗೌಡ ಪಾಟೀಲ್ ಪ್ರಧಾನಗೌಡ ಹಂಚಿನಾಳ ಸೇರಿದಂತೆ ಇನ್ನಿತರರು ಉಪಸ್ಥಿತರಿದ್ದರು. xyxy=(48,777,498,838)
masthead xyxy=(48,92,1338,134)
article-paragraph: ಡಯಾಲಿಸಿಸ್ ಘಟಕ ಆರಂಭಿಸಿರುವುದು ಸಾರ್ವಜನಿಕರು ಇದರ ಸದುಪಯೋಗ ಪಡೆದುಕೊಳ್ಳಬೇಕು ಎಂದು ತಿಳಿಸಿದರು. xyxy=(520,671,935,686)
article-paragraph: ಸುಧಾರಣೆಯ ಹೆಸರಿನಲ್ಲಿ ಸರ್ಕಾರಿ ಶಾಲೆಗಳನ್ನು ವಿಲೀನಗೊಳಿಸುವ ಅಥವಾ ಮುಚ್ಚಲು ಅವಕಾಶ ನೀಡಬೇಡಿ. ಅವುಗಳನ್ನು ಉಳಿಸಲು ಮತ್ತು ಬಲಪಡಿಸಲು ಹೋರಾಡಿ ಎಂದು ವಿದ್ಯಾರ್ಥಿಗಳು ಕರೆ ನೀಡಿದ್ದಾರೆ. xyxy=(508,465,1008,496)
article-paragraph: "ಜಿಲ್ಲಾ ಕಸಾಪ ಕಲಾವಿದರು, ಸಾಹಿತಿಗಳು, ಸಂಘಟನೆಗಳು ಹಾಗೂ ಕನ್ನಡಪರ ಹೋರಾಟಗಾರರನ್ನು ಮರೆತಿದೆ. ಹೋರಾಟಗಾರರ ಬೇಡಿಕೆಗಳಿಗೆ ಸ್ಪಂದಿಸದಿದ್ದರೆ ಉಗ್ರ ಹೋರಾಟ ನಡೆಸಲಾಗುವುದು" ಎಂದು ಎಚ್ಚರಿಸಿದರು. xyxy=(508,1016,1008,1047)
headline-pamayya-murari: ಕಡಿವಾಣ ಹಾಕಲು ಪಾಮಯ್ಯ ಮುರಾರಿ ತಾಕೀತು xyxy=(108,1024,438,1050)
contact-email: contact Raichur@sanjevani.com xyxy=(1008,111,1201,125)
issue-date: ಬುಧವಾರ 12 ನವೆಂಬರ್ 2025 xyxy=(74,110,225,125)
byline: ಸಂಜೆವಾಣಿ ವಾರ್ತೆ xyxy=(1026,1065,1093,1080)
column-divider xyxy=(503,140,504,2035)
article-paragraph: ಕನ್ನಡ ಭಾಷಾಸ್ವರ ಬಿಡುಗಡೆ ಹಣದ ಲೆಕ್ಕವೂ ನೀಡಿಲ್ಲ, ವಾರ್ಷಿಕವಾಗಿ ಸರ್ಕಾರದಿಂದ ಬರುವ ಅನುದಾನದ ಹಣದ ಖರ್ಚು ವಿವರಗಳು ಸಾರ್ವಜನಿಕವಾಗಿ ಬಹಿರಂಗಪಡಿಸುತ್ತಿಲ್ಲ. ಜಿಲ್ಲೆಯಲ್ಲಿ ತಾಲೂಕು ಅಧ್ಯಕ್ಷರ ನೇಮಕದಲ್ಲೂ ಪಾರದರ್ಶಕತೆ ಇಲ್ಲ ಎಂದು ಸಂಘಟನೆಗಳ ಮುಖಂಡರು ಆರೋಪಿಸಿದರು. xyxy=(508,867,1008,912)
article-paragraph: ಕಾರ್ಯಕ್ರಮಕ್ಕೆ ಜಿಲ್ಲೆಯ ಸಂಸ್ಥೆಯಲ್ಲಿ ನೌಕರರು ಭಾಗ ವಹಿಸಿದ್ದರು. ಹೀಗಾಗಿ ಸಭಾಂಗಣದ ಎಲ್ಲಾ ಆಸನಗಳು ಭರ್ತಿಯಾಗಿದ್ದವು. ಆಸನಗಳ ಕೊರತೆಯಿಂದ ಮಹಿಳಾ ನೌಕರರು ನೆಲದ ಮೇಲೆ ಕುಳಿತಿದ್ದರು. xyxy=(48,841,498,872)
ad-contact-label: ರಾಯಚೂರು | ಜಾಹೀರಾತಿಗಾಗಿ ಸಂಪರ್ಕಿಸಿ - xyxy=(1008,96,1177,110)
wall xyxy=(1016,582,1338,662)
article-paragraph: ತಾಲೂಕಿನಲ್ಲಿ ವಿದ್ಯುತ್ ಸಮಸ್ಯೆಗಳನ್ನು ಅಧಿಕಾರಿಗಳು ಗಮನಕ್ಕೆ ತರಬೇಕು. ಸರ್ಕಾರದ ಸೂಚನೆಯಂತೆ ಬಾಕಿ ಉಳಿದ ಕಾಮಗಾರಿಗಳನ್ನು ತ್ವರಿತವಾಗಿ ಪೂರ್ಣಗೊಳಿಸಬೇಕು. ಜೆಸ್ಕಾಂ ವ್ಯಾಪ್ತಿಯಲ್ಲಿ 4,45,136 ಜನ ಗ್ರಾಹಕರು ಉಚಿತ ವಿದ್ಯುತ್ ಫಲಾನುಭವಿಗಳಾಗಿದ್ದಾರೆ. ಅರ್ಹರೆಲ್ಲರೂ ಸೌಲಭ್ಯದಿಂದ ವಂಚಿತರಾಗಬಾರದು ಎಂದರು. xyxy=(48,1120,498,1165)
